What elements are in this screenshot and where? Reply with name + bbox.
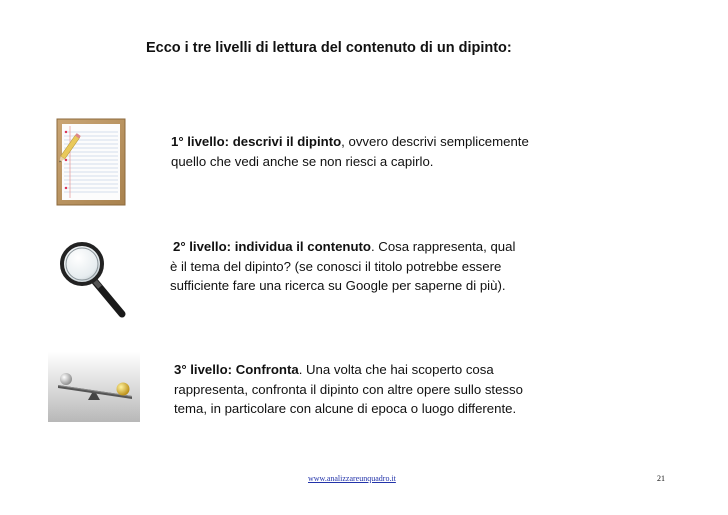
level-2-text xyxy=(170,237,515,296)
notepad-icon xyxy=(56,118,126,206)
balance-scale-icon xyxy=(48,352,140,422)
level-1-line-2: quello che vedi anche se non riesci a capirlo. xyxy=(171,153,434,169)
level-3-line-1: . Una volta che hai scoperto cosa xyxy=(298,362,494,377)
page-title: Ecco i tre livelli di lettura del contenuto di un dipinto: xyxy=(146,40,512,56)
level-3-line-2: rappresenta, confronta il dipinto con altre opere sullo stesso xyxy=(174,381,523,397)
level-3-line-3: tema, in particolare con alcune di epoca o luogo differente. xyxy=(174,401,517,416)
page-number: 21 xyxy=(657,474,665,483)
level-2-heading: 2° livello: individua il contenuto xyxy=(173,239,371,254)
level-1-text xyxy=(171,132,529,171)
level-2-line-2: è il tema del dipinto? (se conosci il titolo potrebbe essere xyxy=(170,258,502,274)
level-2-line-3: sufficiente fare una ricerca su Google per saperne di più). xyxy=(170,278,506,293)
magnifying-glass-icon xyxy=(56,240,128,320)
level-3-heading: 3° livello: Confronta xyxy=(174,362,299,377)
level-1-line-1: , ovvero descrivi semplicemente xyxy=(341,134,529,149)
level-3-text xyxy=(174,360,523,419)
level-1-heading: 1° livello: descrivi il dipinto xyxy=(171,134,342,149)
website-link[interactable]: www.analizzareunquadro.it xyxy=(308,474,396,483)
level-2-line-1: . Cosa rappresenta, qual xyxy=(370,239,516,254)
